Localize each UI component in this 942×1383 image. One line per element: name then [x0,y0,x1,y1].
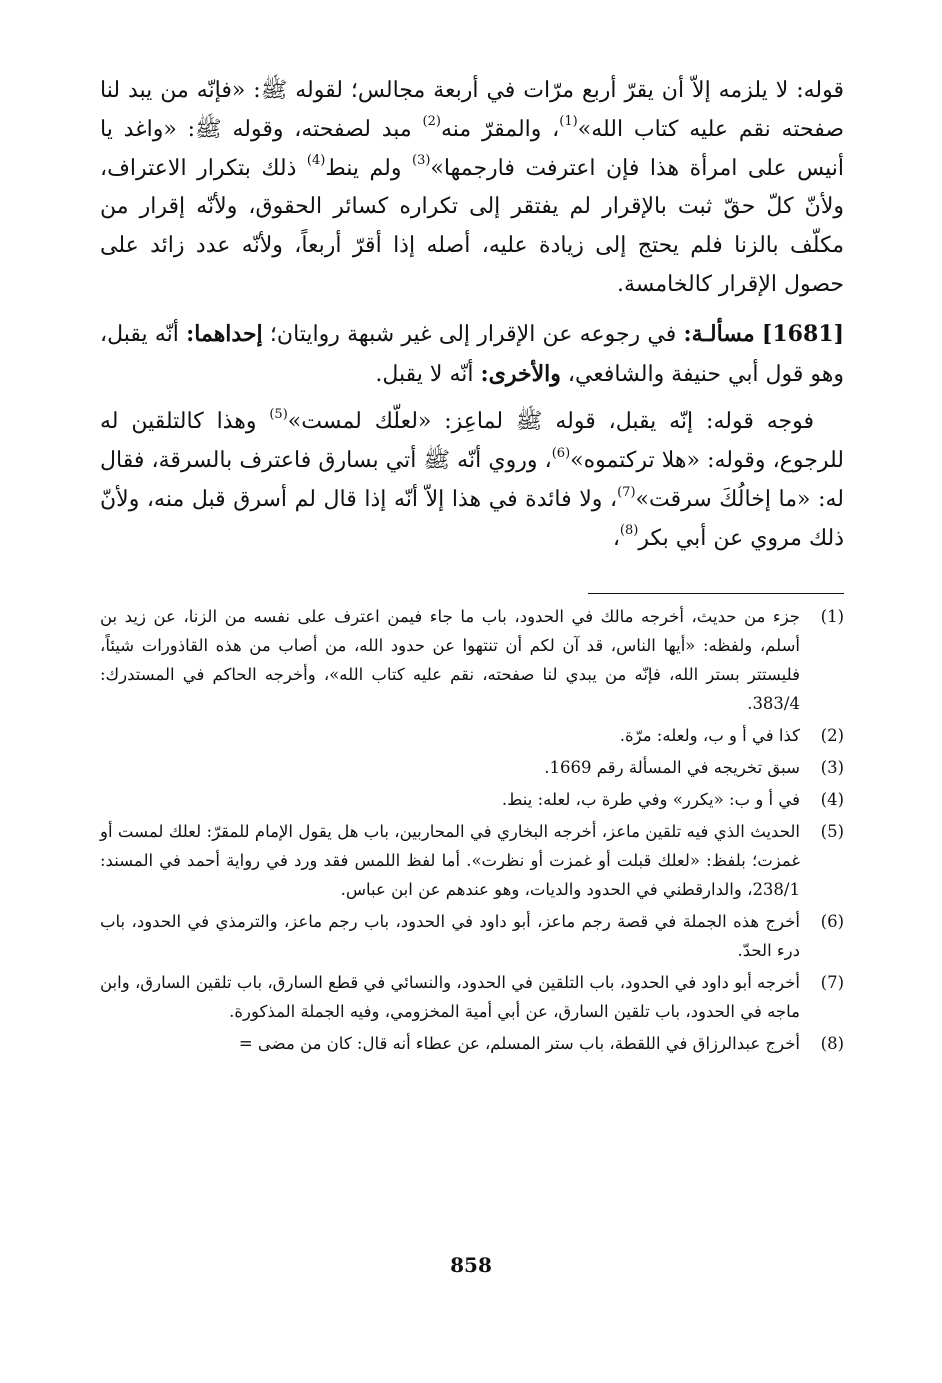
footnote-item [100,602,844,718]
footnote-ref[interactable]: (1) [559,114,578,130]
text-segment: قوله: لا يلزمه إلاّ أن يقرّ أربع مرّات في أربعة مجالس؛ لقوله ﷺ: «فإنّه من يبد لنا صفحته نقم عليه كتاب الله» [100,78,844,142]
page-number: 858 [450,1253,492,1277]
footnote-item [100,907,844,965]
footnote-ref[interactable]: (3) [411,153,431,169]
text-segment: ، ولا فائدة في هذا إلاّ أنّه إذا قال لم أسرق قبل منه، ولأنّ ذلك مروي عن أبي بكر [100,486,844,551]
question-number: [1681] [761,320,844,347]
footnote-number: (7) [820,972,844,992]
main-text [100,72,844,559]
footnote-divider [588,593,844,594]
text-segment: ذلك بتكرار الاعتراف، ولأنّ كلّ حقّ ثبت بالإقرار لم يفتقر إلى تكراره كسائر الحقوق، ولأنّه إقرار من مكلّف بالزنا فلم يحتج إلى زيادة عليه، أصله إذا أقرّ أربعاً، ولأنّه عدد زائد على حصول الإقرار كالخامسة. [100,155,844,297]
footnote-number: (2) [820,725,844,745]
footnote-ref[interactable]: (6) [551,445,571,461]
footnote-number: (8) [820,1033,844,1053]
footnote-number: (3) [820,757,844,777]
text-segment: أنّه لا يقبل. [375,361,481,387]
paragraph-argument [100,72,844,305]
paragraph-evidence [100,403,844,558]
text-segment: فوجه قوله: إنّه يقبل، قوله ﷺ لماعِز: «لعلّك لمست» [287,409,814,435]
first-opinion-label: إحداهما: [186,320,263,347]
footnote-text: جزء من حديث، أخرجه مالك في الحدود، باب ما جاء فيمن اعترف على نفسه من الزنا، عن زيد بن أسلم، ولفظه: «أيها الناس، قد آن لكم أن تنتهوا عن حدود الله، من أصاب من هذه القاذورات شيئاً، فليستتر بستر الله، فإنّه من يبدي لنا صفحته، نقم عليه كتاب الله»، وأخرجه الحاكم في المستدرك: 383/4. [100,606,800,713]
footnote-text: أخرج هذه الجملة في قصة رجم ماعز، أبو داود في الحدود، باب رجم ماعز، والترمذي في الحدود، باب درء الحدّ. [100,911,800,960]
footnote-item [100,753,844,782]
footnote-number: (6) [820,911,844,931]
footnote-text: أخرجه أبو داود في الحدود، باب التلقين في الحدود، والنسائي في قطع السارق، باب تلقين السارق، وابن ماجه في الحدود، باب تلقين السارق، عن أبي أمية المخزومي، وفيه الجملة المذكورة. [100,972,800,1021]
footnote-ref[interactable]: (4) [306,153,326,169]
second-opinion-label: والأخرى: [480,360,561,387]
text-segment: مبد لصفحته، وقوله ﷺ: «واغد يا أنيس على امرأة هذا فإن اعترفت فارجمها» [100,116,845,181]
footnote-text: الحديث الذي فيه تلقين ماعز، أخرجه البخاري في المحاربين، باب هل يقول الإمام للمقرّ: لعلك لمست أو غمزت؛ بلفظ: «لعلك قبلت أو غمزت أو نظرت». أما لفظ اللمس فقد ورد في رواية أحمد في المسند: 238/1، والدارقطني في الحدود والديات، وهو عندهم عن ابن عباس. [100,821,800,899]
text-segment: ، والمقرّ منه [440,116,560,142]
text-segment: وهذا كالتلقين له للرجوع، وقوله: «هلا تركتموه» [100,409,844,474]
footnote-text: سبق تخريجه في المسألة رقم 1669. [544,757,800,777]
footnote-item [100,968,844,1026]
footnote-item [100,721,844,750]
footnote-item [100,785,844,814]
footnote-item [100,1029,844,1058]
footnote-number: (5) [820,821,844,841]
footnote-text: في أ و ب: «يكرر» وفي طرة ب، لعله: ينط. [501,789,800,809]
question-label: مسألـة: [683,320,755,347]
footnote-number: (1) [820,606,844,626]
footnote-text: كذا في أ و ب، ولعله: مرّة. [619,725,800,745]
footnote-ref[interactable]: (2) [422,114,441,130]
text-segment: ولم ينط [325,155,412,181]
paragraph-question [100,315,844,395]
footnotes [100,602,844,1058]
text-segment: أنّه يقبل، وهو قول أبي حنيفة والشافعي، [100,321,844,387]
footnote-ref[interactable]: (7) [617,484,636,500]
text-segment: في رجوعه عن الإقرار إلى غير شبهة روايتان؛ [262,321,684,347]
footnote-ref[interactable]: (5) [269,407,288,423]
footnote-item [100,817,844,904]
footnote-number: (4) [820,789,844,809]
text-segment: ، وروي أنّه ﷺ أتي بسارق فاعترف بالسرقة، فقال له: «ما إخالُكَ سرقت» [100,448,844,512]
book-page [100,72,844,1061]
text-segment: ، [612,525,620,551]
footnote-ref[interactable]: (8) [619,523,639,539]
footnote-text: أخرج عبدالرزاق في اللقطة، باب ستر المسلم، عن عطاء أنه قال: كان من مضى = [238,1033,800,1053]
